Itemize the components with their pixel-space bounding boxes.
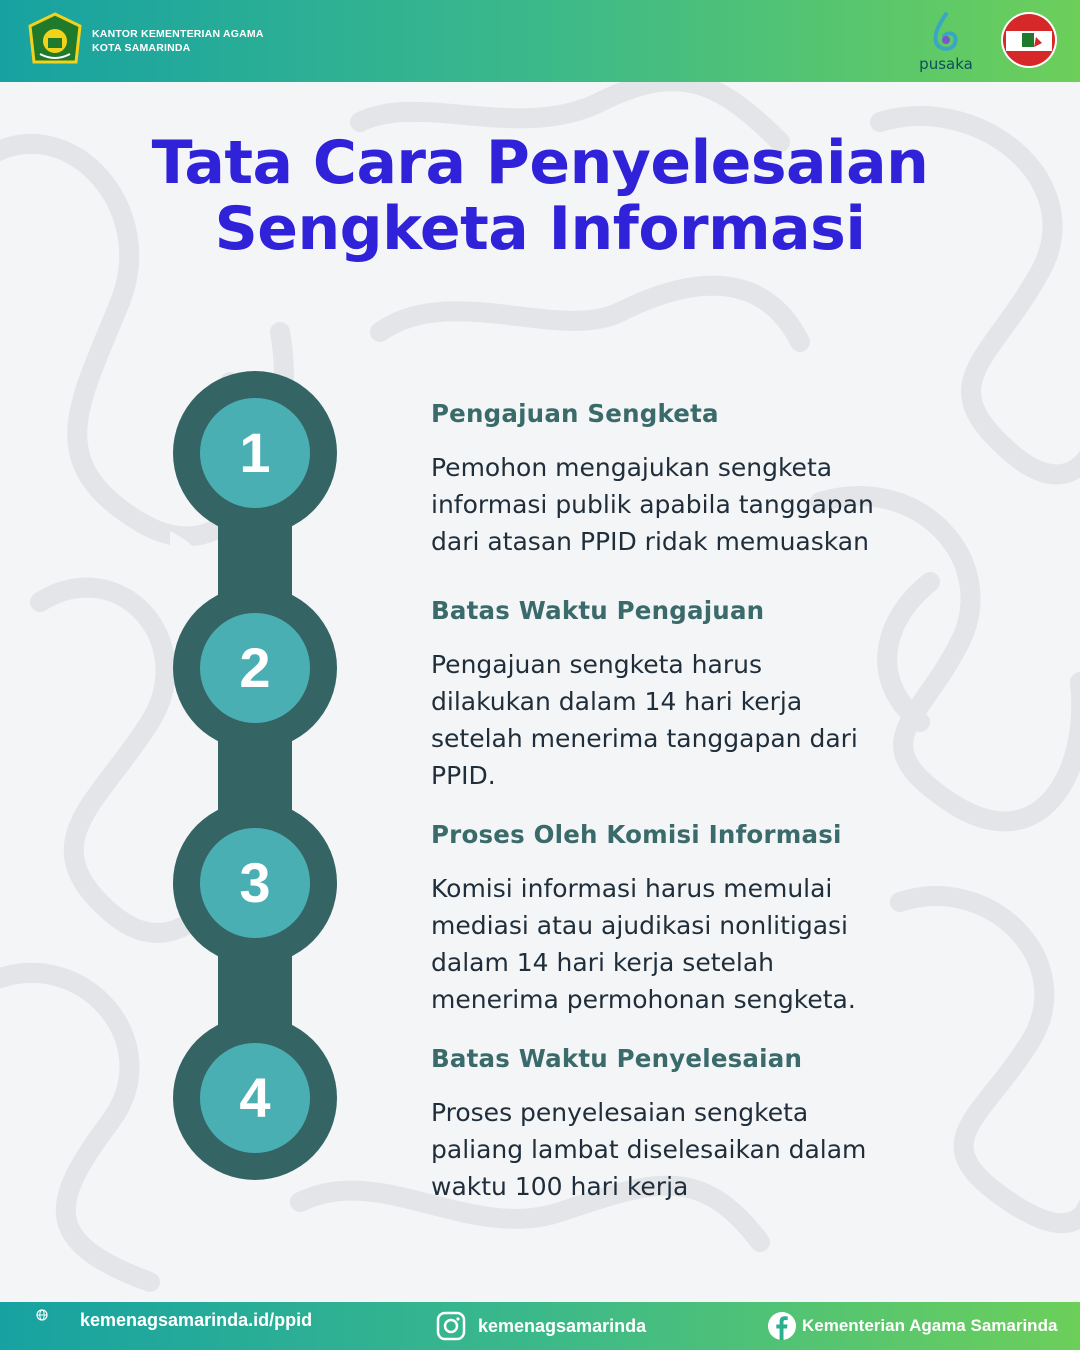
org-name-line1: KANTOR KEMENTERIAN AGAMA: [92, 28, 264, 40]
pusaka-drop-icon: [914, 10, 978, 56]
step-description: Proses penyelesaian sengketa paliang lambat diselesaikan dalam waktu 100 hari kerja: [431, 1098, 867, 1201]
org-name: [92, 27, 264, 55]
step-title: Batas Waktu Pengajuan: [431, 596, 765, 625]
footer-facebook-text: Kementerian Agama Samarinda: [802, 1316, 1058, 1335]
globe-icon: [36, 1309, 48, 1321]
steps-chain: [170, 370, 340, 1185]
step-item-3: [431, 820, 901, 1018]
step-title: Pengajuan Sengketa: [431, 399, 719, 428]
step-number-2: 2: [239, 636, 271, 699]
step-item-2: [431, 596, 901, 794]
step-description: Pemohon mengajukan sengketa informasi publik apabila tanggapan dari atasan PPID ridak memuaskan: [431, 453, 874, 556]
step-description: Komisi informasi harus memulai mediasi atau ajudikasi nonlitigasi dalam 14 hari kerja setelah menerima permohonan sengketa.: [431, 874, 856, 1014]
footer-bar: [0, 1302, 1080, 1350]
chain-connector: [218, 450, 292, 1100]
step-number-3: 3: [239, 851, 271, 914]
header-bar: [0, 0, 1080, 82]
step-title: Proses Oleh Komisi Informasi: [431, 820, 842, 849]
step-item-4: [431, 1044, 901, 1205]
footer-facebook-link[interactable]: [767, 1302, 1057, 1350]
kemenag-logo-icon: [26, 12, 84, 70]
pusaka-label: pusaka: [919, 55, 973, 73]
pusaka-logo: [914, 10, 978, 74]
step-number-1: 1: [239, 421, 271, 484]
footer-website-link[interactable]: [80, 1296, 312, 1344]
org-name-line2: KOTA SAMARINDA: [92, 42, 191, 54]
title-line-1: Tata Cara Penyelesaian: [151, 128, 929, 198]
footer-website-text: kemenagsamarinda.id/ppid: [80, 1309, 313, 1330]
instagram-icon: [436, 1311, 466, 1341]
step-description: Pengajuan sengketa harus dilakukan dalam 14 hari kerja setelah menerima tanggapan dari PPID.: [431, 650, 858, 790]
footer-instagram-text: kemenagsamarinda: [478, 1315, 647, 1336]
step-title: Batas Waktu Penyelesaian: [431, 1044, 803, 1073]
zona-integritas-badge-icon: [1000, 11, 1058, 69]
step-number-4: 4: [239, 1066, 271, 1129]
footer-instagram-link[interactable]: [436, 1302, 646, 1350]
step-item-1: [431, 399, 901, 560]
title-line-2: Sengketa Informasi: [214, 194, 866, 264]
facebook-icon: [767, 1311, 797, 1341]
page-title: [0, 130, 1080, 262]
